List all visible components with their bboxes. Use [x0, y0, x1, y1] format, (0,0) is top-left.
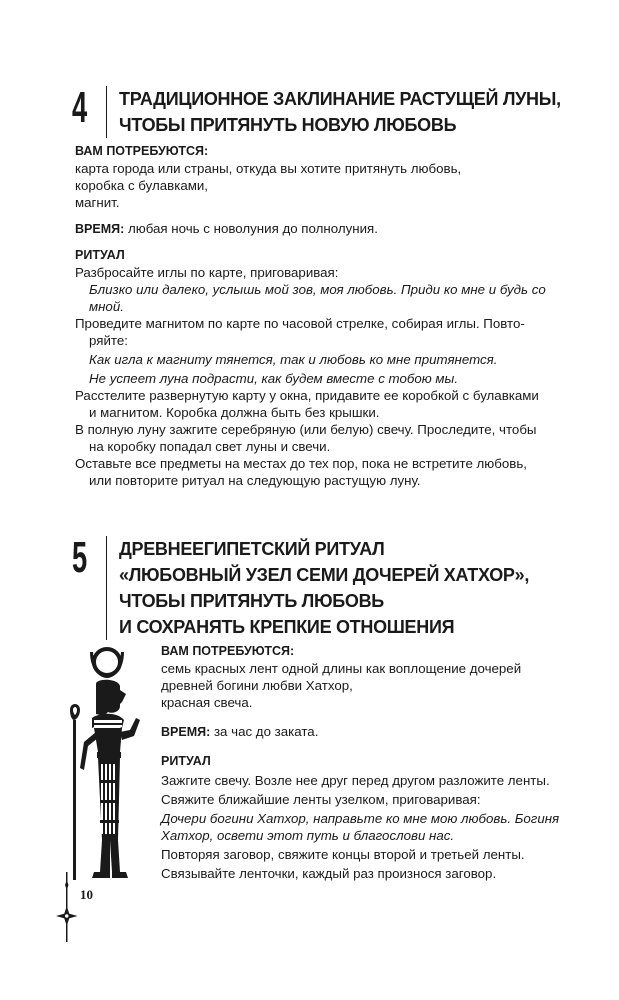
- ritual-incantation: Как игла к магниту тянется, так и любовь ко мне притянется.: [89, 352, 498, 367]
- section-4-title: [119, 86, 561, 138]
- ritual-paragraph: Расстелите развернутую карту у окна, придавите ее коробкой с булавками: [75, 388, 539, 403]
- needs-label: ВАМ ПОТРЕБУЮТСЯ:: [161, 644, 295, 658]
- section-5-rule: [106, 536, 107, 640]
- page-number: 10: [80, 887, 93, 902]
- section-4-header: [72, 83, 561, 138]
- needs-item: магнит.: [75, 195, 120, 210]
- ritual-paragraph: Разбросайте иглы по карте, приговаривая:: [75, 265, 339, 280]
- section-5-title-line: И СОХРАНЯТЬ КРЕПКИЕ ОТНОШЕНИЯ: [119, 617, 455, 637]
- section-5-title: [119, 536, 529, 640]
- ritual-incantation: Близко или далеко, услышь мой зов, моя любовь. Приди ко мне и будь со: [89, 282, 546, 297]
- section-4-rule: [106, 86, 107, 138]
- section-4-number: 4: [72, 83, 88, 132]
- section-4-title-line: ЧТОБЫ ПРИТЯНУТЬ НОВУЮ ЛЮБОВЬ: [119, 115, 457, 135]
- section-4-body: [75, 143, 553, 489]
- hathor-goddess-figure-icon: [60, 640, 150, 885]
- ritual-paragraph: Свяжите ближайшие ленты узелком, приговаривая:: [161, 792, 481, 807]
- time-text: любая ночь с новолуния до полнолуния.: [124, 221, 378, 236]
- section-5-title-line: «ЛЮБОВНЫЙ УЗЕЛ СЕМИ ДОЧЕРЕЙ ХАТХОР»,: [119, 565, 530, 585]
- ritual-paragraph-cont: на коробку попадал свет луны и свечи.: [89, 439, 331, 454]
- section-5-title-line: ЧТОБЫ ПРИТЯНУТЬ ЛЮБОВЬ: [119, 591, 384, 611]
- ritual-paragraph-cont: или повторите ритуал на следующую растущую луну.: [89, 473, 421, 488]
- ritual-paragraph-cont: и магнитом. Коробка должна быть без крышки.: [89, 405, 380, 420]
- compass-star-ornament-icon: [52, 872, 82, 942]
- section-4-title-line: ТРАДИЦИОННОЕ ЗАКЛИНАНИЕ РАСТУЩЕЙ ЛУНЫ,: [119, 89, 561, 109]
- time-text: за час до заката.: [210, 724, 319, 739]
- needs-item: древней богини любви Хатхор,: [161, 678, 353, 693]
- section-5-number: 5: [72, 533, 88, 582]
- needs-item: семь красных лент одной длины как воплощение дочерей: [161, 661, 522, 676]
- needs-label: ВАМ ПОТРЕБУЮТСЯ:: [75, 144, 209, 158]
- ritual-paragraph-cont: ряйте:: [89, 333, 128, 348]
- time-label: ВРЕМЯ:: [161, 725, 211, 739]
- needs-item: карта города или страны, откуда вы хотите притянуть любовь,: [75, 161, 462, 176]
- section-5-header: [72, 533, 530, 640]
- time-line: [75, 220, 553, 238]
- ritual-paragraph: Связывайте ленточки, каждый раз произнося заговор.: [161, 866, 497, 881]
- ritual-incantation: Не успеет луна подрасти, как будем вместе с тобою мы.: [89, 371, 459, 386]
- ritual-paragraph: Повторяя заговор, свяжите концы второй и третьей ленты.: [161, 847, 525, 862]
- needs-item: красная свеча.: [161, 695, 253, 710]
- ritual-paragraph: В полную луну зажгите серебряную (или белую) свечу. Проследите, чтобы: [75, 422, 537, 437]
- ritual-paragraph: Зажгите свечу. Возле нее друг перед другом разложите ленты.: [161, 773, 550, 788]
- needs-item: коробка с булавками,: [75, 178, 208, 193]
- time-label: ВРЕМЯ:: [75, 222, 125, 236]
- section-5-body: [161, 643, 561, 882]
- ritual-paragraph: Оставьте все предметы на местах до тех пор, пока не встретите любовь,: [75, 456, 527, 471]
- section-5-title-line: ДРЕВНЕЕГИПЕТСКИЙ РИТУАЛ: [119, 539, 385, 559]
- ritual-incantation: Хатхор, освети этот путь и благослови нас.: [161, 828, 455, 843]
- time-line: [161, 723, 561, 741]
- ritual-label: РИТУАЛ: [75, 248, 125, 262]
- ritual-incantation: Дочери богини Хатхор, направьте ко мне мою любовь. Богиня: [161, 811, 560, 826]
- ritual-label: РИТУАЛ: [161, 754, 211, 768]
- ritual-incantation: мной.: [89, 299, 124, 314]
- ritual-paragraph: Проведите магнитом по карте по часовой стрелке, собирая иглы. Повто-: [75, 316, 525, 331]
